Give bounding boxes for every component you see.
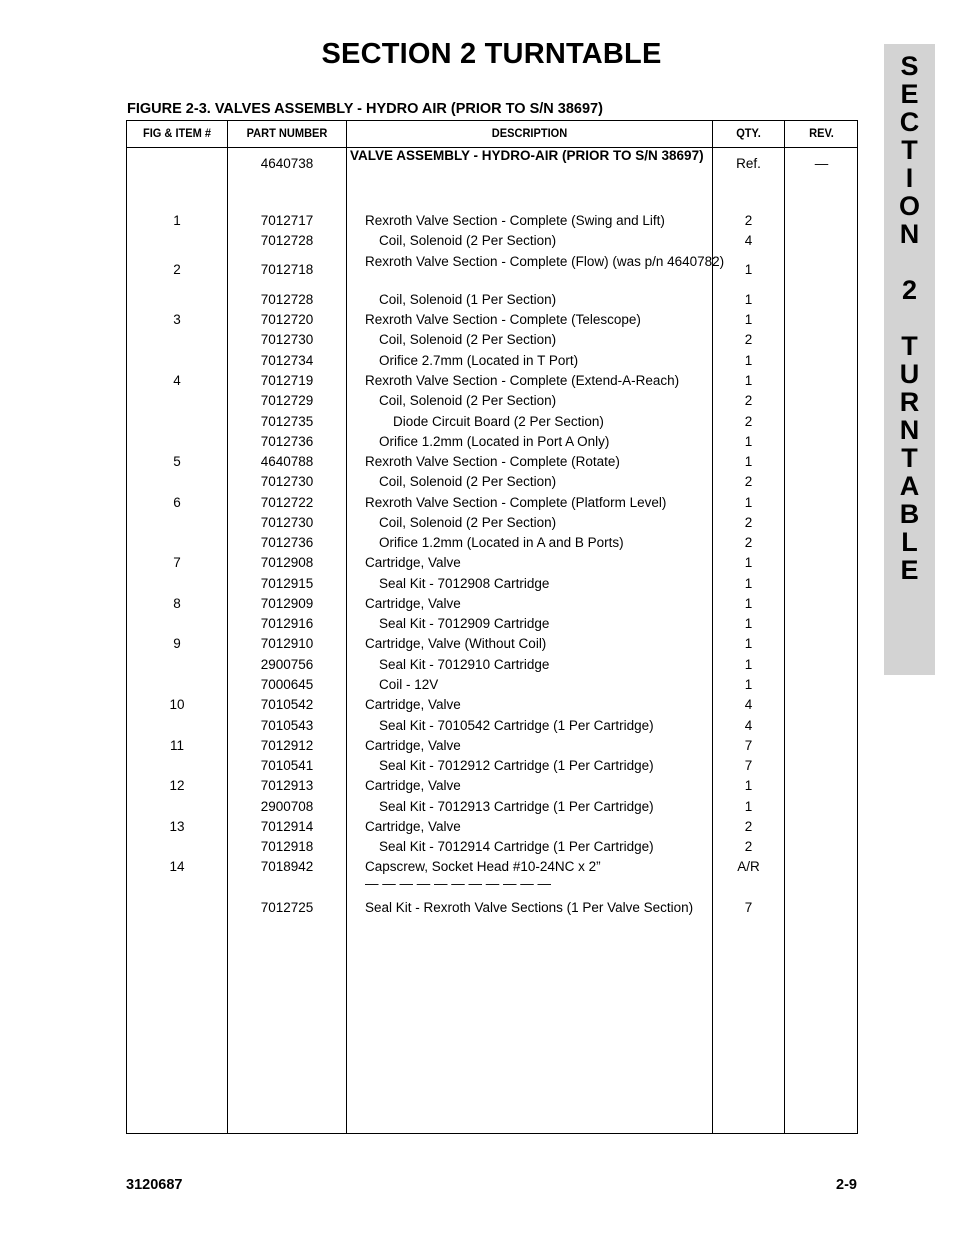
qty-cell: 7 [744, 758, 753, 773]
description-cell: Coil, Solenoid (2 Per Section) [379, 332, 557, 347]
parts-table [126, 120, 858, 1134]
description-cell: Cartridge, Valve [365, 697, 461, 712]
qty-cell: 4 [744, 233, 753, 248]
part-number-cell: 7012728 [260, 292, 314, 307]
side-tab-letter: E [900, 79, 919, 109]
side-tab-letter: U [899, 359, 920, 389]
qty-cell: 2 [744, 535, 753, 550]
part-number-cell: 7012735 [260, 414, 314, 429]
qty-cell: A/R [737, 859, 760, 874]
description-cell: Seal Kit - 7012908 Cartridge [379, 576, 550, 591]
part-number-cell: 7012913 [260, 778, 314, 793]
qty-cell: 4 [744, 718, 753, 733]
figure-title: FIGURE 2-3. VALVES ASSEMBLY - HYDRO AIR (PRIOR TO S/N 38697) [127, 101, 603, 117]
fig-item-cell: 12 [169, 778, 185, 793]
part-number-cell: 7012719 [260, 373, 314, 388]
part-number-cell: 7012914 [260, 819, 314, 834]
fig-item-cell: 1 [173, 213, 181, 228]
part-number-cell: 7010542 [260, 697, 314, 712]
description-cell: Cartridge, Valve [365, 778, 461, 793]
part-number-cell: 7012910 [260, 636, 314, 651]
description-cell: VALVE ASSEMBLY - HYDRO-AIR (PRIOR TO S/N 38697) [350, 148, 704, 163]
description-cell: Cartridge, Valve [365, 596, 461, 611]
part-number-cell: 2900708 [260, 799, 314, 814]
header-fig-item: FIG & ITEM # [142, 126, 212, 140]
side-tab-letter: S [900, 51, 919, 81]
fig-item-cell: 2 [173, 262, 181, 277]
description-cell: — — — — — — — — — — — [365, 876, 552, 891]
part-number-cell: 7012718 [260, 262, 314, 277]
qty-cell: 1 [744, 778, 753, 793]
qty-cell: 2 [744, 474, 753, 489]
qty-cell: 1 [744, 616, 753, 631]
side-tab-letter: A [899, 471, 920, 501]
description-cell: Rexroth Valve Section - Complete (Extend-A-Reach) [365, 373, 680, 388]
part-number-cell: 7012909 [260, 596, 314, 611]
qty-cell: 1 [744, 373, 753, 388]
part-number-cell: 4640788 [260, 454, 314, 469]
description-cell: Orifice 2.7mm (Located in T Port) [379, 353, 579, 368]
description-cell: Coil, Solenoid (2 Per Section) [379, 233, 557, 248]
part-number-cell: 7012916 [260, 616, 314, 631]
description-cell: Cartridge, Valve (Without Coil) [365, 636, 547, 651]
fig-item-cell: 3 [173, 312, 181, 327]
description-cell: Rexroth Valve Section - Complete (Rotate) [365, 454, 620, 469]
part-number-cell: 7012736 [260, 434, 314, 449]
document-number: 3120687 [126, 1177, 183, 1193]
part-number-cell: 7012729 [260, 393, 314, 408]
side-tab-letter: N [899, 415, 920, 445]
side-tab-letter: L [901, 527, 918, 557]
header-qty: QTY. [736, 126, 761, 140]
qty-cell: 1 [744, 657, 753, 672]
part-number-cell: 7012918 [260, 839, 314, 854]
qty-cell: 4 [744, 697, 753, 712]
side-tab-letter: 2 [901, 275, 918, 305]
qty-cell: 1 [744, 799, 753, 814]
description-cell: Rexroth Valve Section - Complete (Flow) (was p/n 4640782) [365, 254, 725, 269]
qty-cell: 2 [744, 839, 753, 854]
qty-cell: 7 [744, 900, 753, 915]
part-number-cell: 7000645 [260, 677, 314, 692]
side-tab-letter: B [899, 499, 920, 529]
qty-cell: 1 [744, 495, 753, 510]
column-divider [784, 121, 785, 1133]
description-cell: Capscrew, Socket Head #10-24NC x 2” [365, 859, 601, 874]
header-description: DESCRIPTION [491, 126, 568, 140]
qty-cell: 1 [744, 636, 753, 651]
part-number-cell: 7010543 [260, 718, 314, 733]
part-number-cell: 7012908 [260, 555, 314, 570]
description-cell: Cartridge, Valve [365, 738, 461, 753]
fig-item-cell: 7 [173, 555, 181, 570]
fig-item-cell: 8 [173, 596, 181, 611]
description-cell: Cartridge, Valve [365, 819, 461, 834]
fig-item-cell: 14 [169, 859, 185, 874]
side-tab-letter: T [901, 135, 918, 165]
header-rev: REV. [809, 126, 834, 140]
page-number: 2-9 [836, 1177, 857, 1193]
part-number-cell: 4640738 [260, 156, 314, 171]
part-number-cell: 7012728 [260, 233, 314, 248]
fig-item-cell: 4 [173, 373, 181, 388]
description-cell: Rexroth Valve Section - Complete (Platform Level) [365, 495, 667, 510]
part-number-cell: 7012736 [260, 535, 314, 550]
table-header-row [127, 121, 857, 148]
fig-item-cell: 13 [169, 819, 185, 834]
part-number-cell: 2900756 [260, 657, 314, 672]
side-tab-letters [884, 52, 935, 584]
description-cell: Coil, Solenoid (2 Per Section) [379, 474, 557, 489]
qty-cell: 2 [744, 515, 753, 530]
qty-cell: 1 [744, 677, 753, 692]
header-part-number: PART NUMBER [246, 126, 328, 140]
fig-item-cell: 5 [173, 454, 181, 469]
qty-cell: 1 [744, 434, 753, 449]
qty-cell: 1 [744, 596, 753, 611]
part-number-cell: 7012730 [260, 332, 314, 347]
description-cell: Orifice 1.2mm (Located in A and B Ports) [379, 535, 624, 550]
description-cell: Rexroth Valve Section - Complete (Swing and Lift) [365, 213, 665, 228]
part-number-cell: 7012915 [260, 576, 314, 591]
fig-item-cell: 11 [169, 738, 184, 753]
qty-cell: 2 [744, 332, 753, 347]
description-cell: Seal Kit - 7012912 Cartridge (1 Per Cartridge) [379, 758, 654, 773]
side-tab-letter: O [898, 191, 920, 221]
side-tab-letter: T [901, 331, 918, 361]
qty-cell: 1 [744, 312, 753, 327]
description-cell: Seal Kit - 7012909 Cartridge [379, 616, 550, 631]
qty-cell: 1 [744, 353, 753, 368]
qty-cell: 7 [744, 738, 753, 753]
description-cell: Seal Kit - 7012914 Cartridge (1 Per Cartridge) [379, 839, 654, 854]
part-number-cell: 7012722 [260, 495, 314, 510]
qty-cell: 2 [744, 393, 753, 408]
part-number-cell: 7012730 [260, 515, 314, 530]
side-tab-letter: E [900, 555, 919, 585]
side-tab-letter: R [899, 387, 920, 417]
fig-item-cell: 6 [173, 495, 181, 510]
part-number-cell: 7012734 [260, 353, 314, 368]
side-tab-letter: I [905, 163, 914, 193]
qty-cell: 1 [744, 454, 753, 469]
fig-item-cell: 9 [173, 636, 181, 651]
qty-cell: Ref. [736, 156, 761, 171]
side-tab-letter: T [901, 443, 918, 473]
rev-cell: — [814, 156, 829, 171]
description-cell: Coil, Solenoid (2 Per Section) [379, 393, 557, 408]
part-number-cell: 7012725 [260, 900, 314, 915]
description-cell: Rexroth Valve Section - Complete (Telescope) [365, 312, 641, 327]
part-number-cell: 7012730 [260, 474, 314, 489]
description-cell: Seal Kit - 7012910 Cartridge [379, 657, 550, 672]
section-title: SECTION 2 TURNTABLE [321, 38, 662, 70]
part-number-cell: 7010541 [260, 758, 314, 773]
description-cell: Coil, Solenoid (1 Per Section) [379, 292, 557, 307]
section-side-tab [884, 44, 935, 675]
part-number-cell: 7018942 [260, 859, 314, 874]
qty-cell: 1 [744, 555, 753, 570]
description-cell: Coil, Solenoid (2 Per Section) [379, 515, 557, 530]
description-cell: Seal Kit - 7010542 Cartridge (1 Per Cartridge) [379, 718, 654, 733]
part-number-cell: 7012912 [260, 738, 314, 753]
qty-cell: 2 [744, 414, 753, 429]
fig-item-cell: 10 [169, 697, 185, 712]
description-cell: Coil - 12V [379, 677, 439, 692]
side-tab-letter: C [899, 107, 920, 137]
part-number-cell: 7012717 [260, 213, 314, 228]
description-cell: Diode Circuit Board (2 Per Section) [393, 414, 604, 429]
qty-cell: 1 [744, 262, 753, 277]
description-cell: Seal Kit - 7012913 Cartridge (1 Per Cartridge) [379, 799, 654, 814]
side-tab-letter: N [899, 219, 920, 249]
qty-cell: 1 [744, 292, 753, 307]
description-cell: Seal Kit - Rexroth Valve Sections (1 Per Valve Section) [365, 900, 694, 915]
qty-cell: 2 [744, 213, 753, 228]
description-cell: Orifice 1.2mm (Located in Port A Only) [379, 434, 610, 449]
qty-cell: 2 [744, 819, 753, 834]
qty-cell: 1 [744, 576, 753, 591]
description-cell: Cartridge, Valve [365, 555, 461, 570]
part-number-cell: 7012720 [260, 312, 314, 327]
